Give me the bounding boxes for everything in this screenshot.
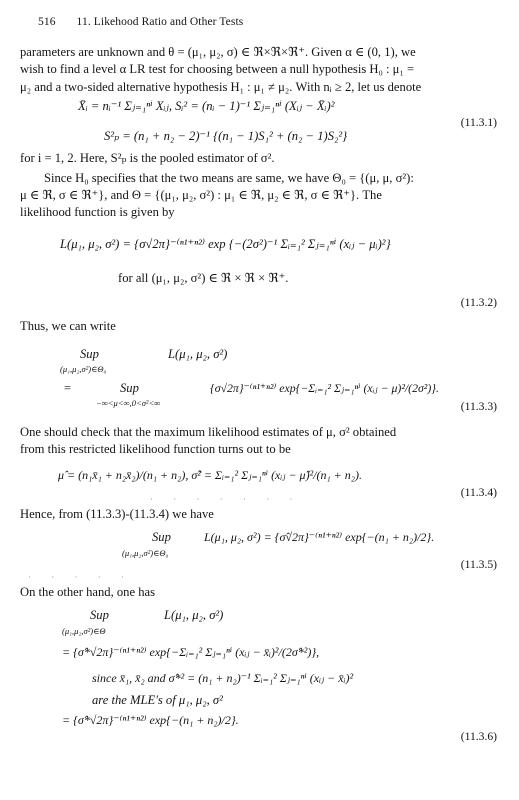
- sup-operator: Sup: [80, 347, 99, 361]
- print-dots: · · · · · · ·: [150, 494, 302, 504]
- equation-11-3-1-line2: S²ₚ = (n₁ + n₂ − 2)⁻¹ {(n₁ − 1)S₁² + (n₂ − 1)S₂²}: [104, 129, 348, 143]
- text-line: likelihood function is given by: [20, 205, 175, 220]
- running-header: [38, 16, 243, 28]
- equation-number: (11.3.5): [460, 558, 497, 571]
- sup-subscript: (μ₁,μ₂,σ²)∈Θ₀: [122, 548, 169, 558]
- likelihood-term: L(μ₁, μ₂, σ²): [164, 608, 224, 622]
- paragraph-thus: [20, 318, 500, 335]
- equation-11-3-1-line1: X̄ᵢ = nᵢ⁻¹ Σⱼ₌₁ⁿⁱ Xᵢⱼ, Sᵢ² = (nᵢ − 1)⁻¹ Σⱼ₌₁ⁿⁱ (Xᵢⱼ − X̄ᵢ)²: [78, 99, 335, 113]
- paragraph-hypothesis-space-cont: [20, 187, 500, 222]
- equation-number: (11.3.3): [460, 400, 497, 413]
- running-title: 11. Likehood Ratio and Other Tests: [76, 16, 244, 28]
- text-line: Hence, from (11.3.3)-(11.3.4) we have: [20, 507, 214, 521]
- print-dots: · · · · ·: [28, 572, 133, 582]
- text-line: μ ∈ ℜ, σ ∈ ℜ⁺}, and Θ = {(μ₁, μ₂, σ²) : μ₁ ∈ ℜ, μ₂ ∈ ℜ, σ ∈ ℜ⁺}. The: [20, 188, 382, 202]
- sup-operator: Sup: [152, 530, 171, 544]
- text-line: parameters are unknown and θ = (μ₁, μ₂, σ) ∈ ℜ×ℜ×ℜ⁺. Given α ∈ (0, 1), we: [20, 45, 416, 59]
- sup-subscript: −∞<μ<∞,0<σ²<∞: [96, 398, 161, 408]
- sup-subscript: (μ₁,μ₂,σ²)∈Θ: [62, 626, 106, 636]
- equation-11-3-6-line2: since x̄₁, x̄₂ and σ̂*² = (n₁ + n₂)⁻¹ Σᵢ₌₁² Σⱼ₌₁ⁿⁱ (xᵢⱼ − x̄ᵢ)²: [92, 671, 354, 685]
- equation-11-3-2-line1: L(μ₁, μ₂, σ²) = {σ√2π}⁻⁽ⁿ¹⁺ⁿ²⁾ exp {−(2σ²)⁻¹ Σᵢ₌₁² Σⱼ₌₁ⁿⁱ (xᵢⱼ − μᵢ)²}: [60, 237, 391, 251]
- sup-subscript: (μ₁,μ₂,σ²)∈Θ₀: [60, 364, 107, 374]
- equation-number: (11.3.1): [460, 116, 497, 129]
- page-number: 516: [38, 16, 56, 28]
- equation-11-3-6-line1: = {σ̂*√2π}⁻⁽ⁿ¹⁺ⁿ²⁾ exp{−Σᵢ₌₁² Σⱼ₌₁ⁿⁱ (xᵢⱼ − x̄ᵢ)²/(2σ̂*²)},: [62, 645, 320, 659]
- text-line: from this restricted likelihood function turns out to be: [20, 442, 291, 457]
- equation-11-3-4: μ̂ = (n₁x̄₁ + n₂x̄₂)/(n₁ + n₂), σ̂² = Σᵢ₌₁² Σⱼ₌₁ⁿⁱ (xᵢⱼ − μ̂)²/(n₁ + n₂).: [58, 468, 362, 482]
- text-line: One should check that the maximum likelihood estimates of μ, σ² obtained: [20, 425, 397, 439]
- paragraph-hypothesis-space: [20, 170, 500, 187]
- text-line: Since H₀ specifies that the two means are same, we have Θ₀ = {(μ, μ, σ²):: [44, 171, 414, 185]
- equation-11-3-3-rhs: {σ√2π}⁻⁽ⁿ¹⁺ⁿ²⁾ exp{−Σᵢ₌₁² Σⱼ₌₁ⁿⁱ (xᵢⱼ − μ)²/(2σ²)}.: [210, 381, 439, 395]
- equation-11-3-6-line4: = {σ̂*√2π}⁻⁽ⁿ¹⁺ⁿ²⁾ exp{−(n₁ + n₂)/2}.: [62, 713, 239, 727]
- equation-11-3-2-line2: for all (μ₁, μ₂, σ²) ∈ ℜ × ℜ × ℜ⁺.: [118, 271, 289, 285]
- equation-number: (11.3.2): [460, 296, 497, 309]
- paragraph-intro: [20, 44, 500, 96]
- equation-number: (11.3.4): [460, 486, 497, 499]
- sup-operator: Sup: [120, 381, 139, 395]
- text-line: wish to find a level α LR test for choosing between a null hypothesis H₀ : μ₁ =: [20, 62, 415, 77]
- sup-operator: Sup: [90, 608, 109, 622]
- equation-11-3-6-line3: are the MLE's of μ₁, μ₂, σ²: [92, 693, 223, 707]
- equation-11-3-5: L(μ₁, μ₂, σ²) = {σ̂√2π}⁻⁽ⁿ¹⁺ⁿ²⁾ exp{−(n₁ + n₂)/2}.: [204, 530, 435, 544]
- paragraph-other-hand: [20, 584, 500, 601]
- text-line: On the other hand, one has: [20, 585, 155, 599]
- text-line: μ₂ and a two-sided alternative hypothesis H₁ : μ₁ ≠ μ₂. With nᵢ ≥ 2, let us denote: [20, 79, 422, 94]
- likelihood-term: L(μ₁, μ₂, σ²): [168, 347, 228, 361]
- equation-number: (11.3.6): [460, 730, 497, 743]
- text-line: Thus, we can write: [20, 319, 116, 333]
- text-line: for i = 1, 2. Here, S²ₚ is the pooled estimator of σ².: [20, 151, 275, 165]
- equals-sign: =: [64, 381, 72, 395]
- paragraph-mle-check: [20, 424, 500, 459]
- paragraph-pooled-estimator: [20, 150, 500, 167]
- paragraph-hence: [20, 506, 500, 523]
